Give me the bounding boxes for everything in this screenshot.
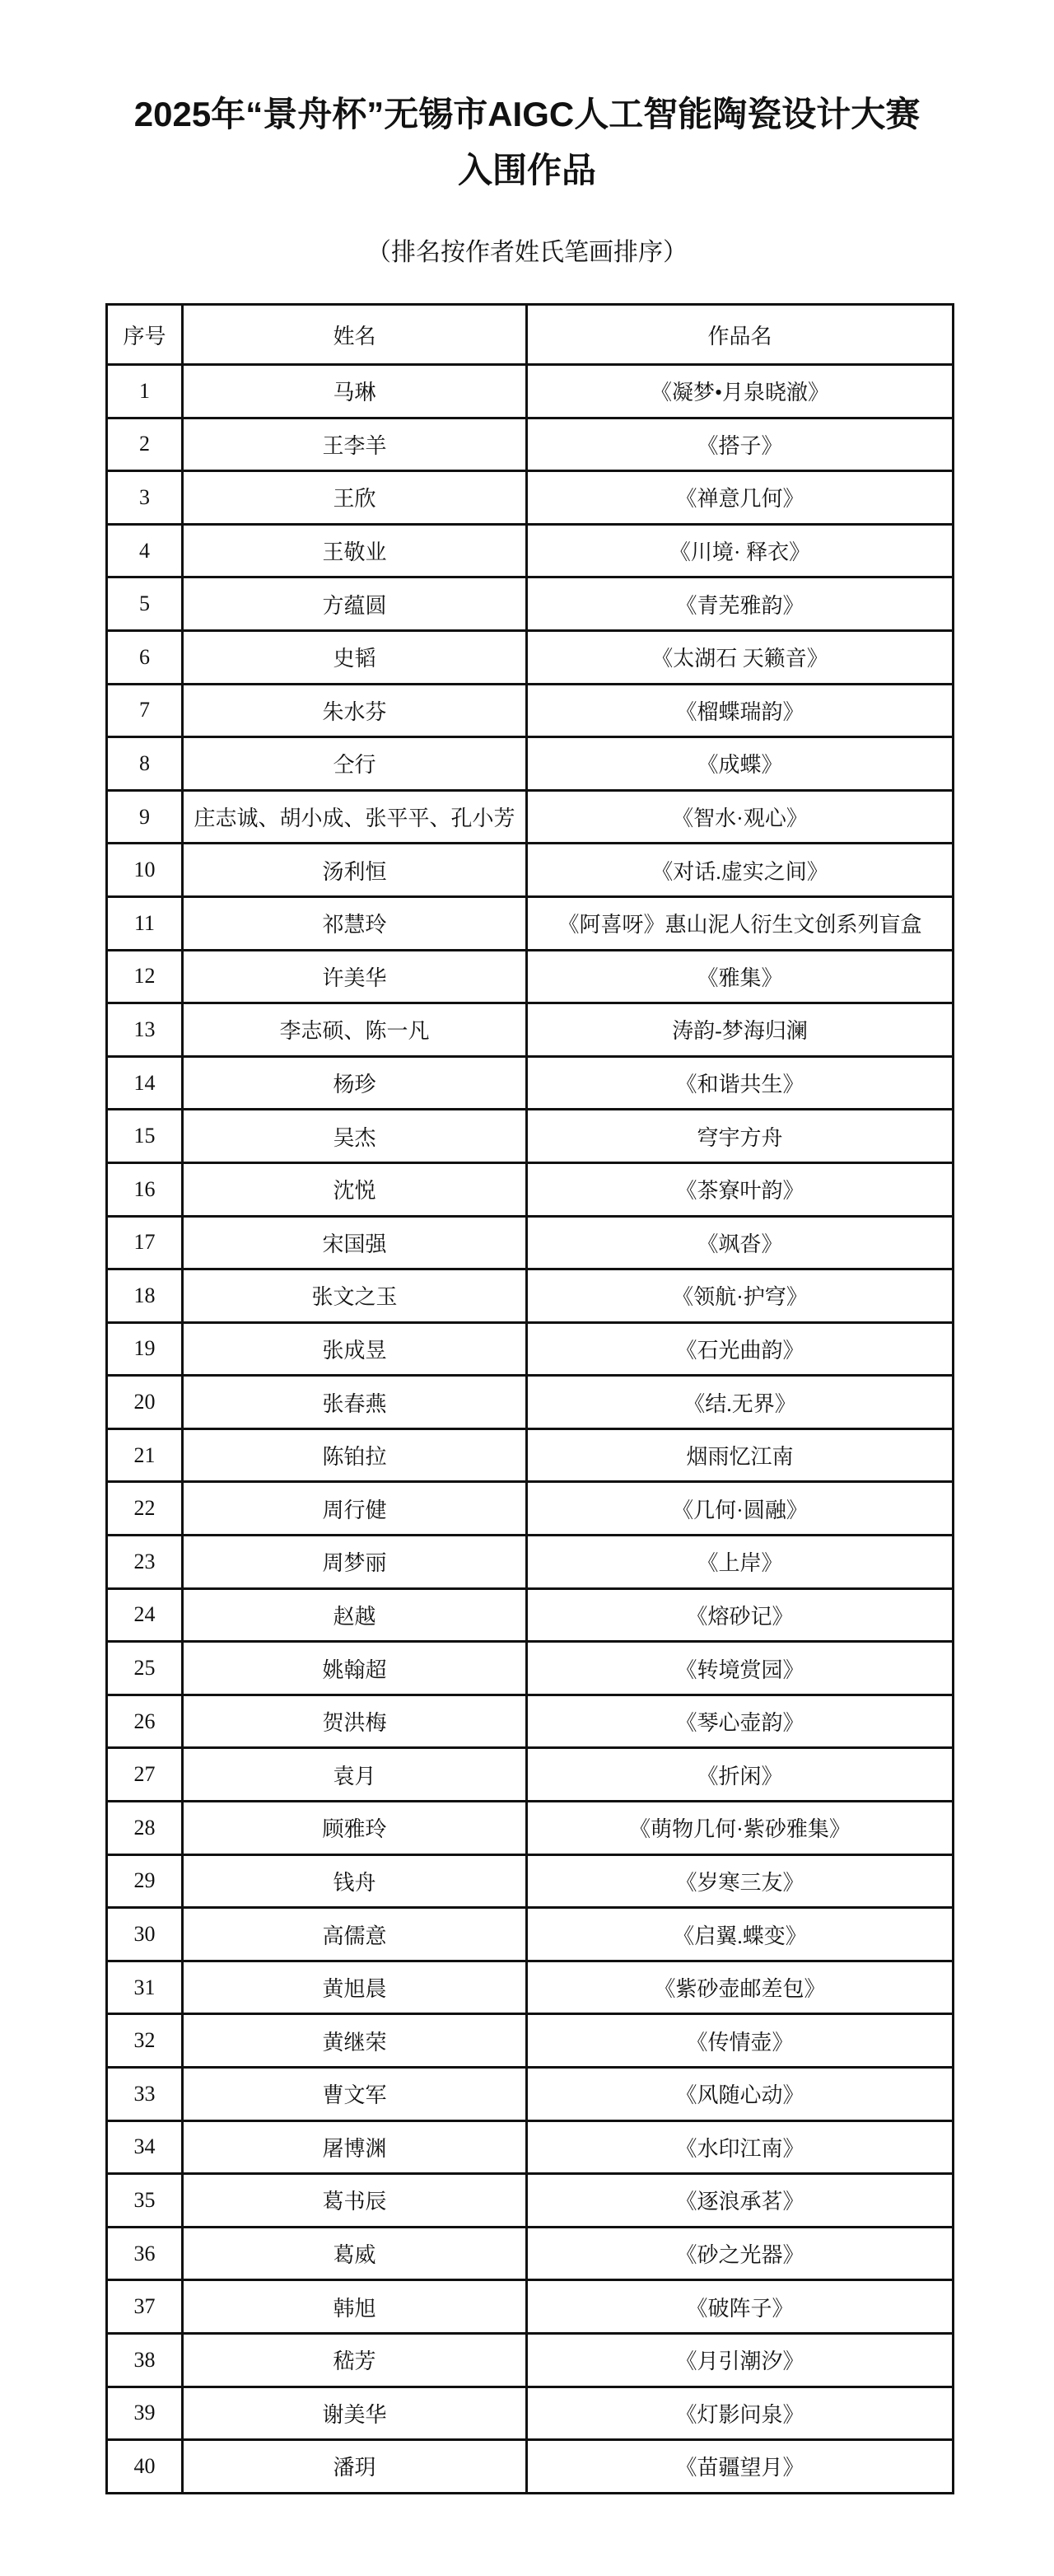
author-name: 韩旭 (183, 2280, 527, 2334)
row-number: 3 (107, 471, 183, 525)
document-title: 2025年“景舟杯”无锡市AIGC人工智能陶瓷设计大赛 (133, 95, 921, 133)
author-name: 王敬业 (183, 524, 527, 577)
author-name: 葛书辰 (183, 2174, 527, 2228)
work-title: 《结.无界》 (527, 1376, 954, 1429)
row-number: 17 (107, 1216, 183, 1269)
table-row (107, 1216, 954, 1269)
work-title: 《禅意几何》 (527, 471, 954, 525)
author-name: 庄志诚、胡小成、张平平、孔小芳 (183, 790, 527, 844)
table-row (107, 950, 954, 1003)
work-title: 《苗疆望月》 (527, 2440, 954, 2494)
author-name: 王李羊 (183, 418, 527, 471)
work-title: 《月引潮汐》 (527, 2333, 954, 2387)
work-title: 《雅集》 (527, 950, 954, 1003)
work-title: 《茶寮叶韵》 (527, 1162, 954, 1216)
work-title: 《灯影问泉》 (527, 2387, 954, 2440)
work-title: 《砂之光器》 (527, 2227, 954, 2280)
author-name: 黄旭晨 (183, 1961, 527, 2014)
work-title: 《和谐共生》 (527, 1056, 954, 1110)
work-title: 《萌物几何·紫砂雅集》 (527, 1802, 954, 1855)
work-title: 《折闲》 (527, 1748, 954, 1802)
row-number: 4 (107, 524, 183, 577)
work-title: 《对话.虚实之间》 (527, 844, 954, 897)
table-row (107, 2333, 954, 2387)
table-row (107, 1854, 954, 1908)
row-number: 26 (107, 1695, 183, 1748)
row-number: 11 (107, 896, 183, 950)
table-row (107, 1588, 954, 1642)
table-row (107, 2440, 954, 2494)
author-name: 张春燕 (183, 1376, 527, 1429)
work-title: 烟雨忆江南 (527, 1428, 954, 1482)
table-row (107, 1748, 954, 1802)
table-row (107, 1908, 954, 1961)
work-title: 《水印江南》 (527, 2120, 954, 2174)
work-title: 《上岸》 (527, 1536, 954, 1589)
work-title: 《熔砂记》 (527, 1588, 954, 1642)
row-number: 31 (107, 1961, 183, 2014)
row-number: 14 (107, 1056, 183, 1110)
work-title: 《石光曲韵》 (527, 1322, 954, 1376)
row-number: 15 (107, 1110, 183, 1163)
work-title: 《岁寒三友》 (527, 1854, 954, 1908)
work-title: 《榴蝶瑞韵》 (527, 684, 954, 737)
author-name: 李志硕、陈一凡 (183, 1003, 527, 1057)
row-number: 18 (107, 1269, 183, 1323)
row-number: 16 (107, 1162, 183, 1216)
author-name: 周行健 (183, 1482, 527, 1536)
author-name: 钱舟 (183, 1854, 527, 1908)
row-number: 30 (107, 1908, 183, 1961)
work-title: 《领航·护穹》 (527, 1269, 954, 1323)
table-row (107, 684, 954, 737)
author-name: 葛威 (183, 2227, 527, 2280)
table-row (107, 577, 954, 631)
row-number: 23 (107, 1536, 183, 1589)
author-name: 方蕴圆 (183, 577, 527, 631)
author-name: 宋国强 (183, 1216, 527, 1269)
table-header-row (107, 305, 954, 365)
author-name: 高儒意 (183, 1908, 527, 1961)
work-title: 《川境· 释衣》 (527, 524, 954, 577)
row-number: 2 (107, 418, 183, 471)
work-title: 《几何·圆融》 (527, 1482, 954, 1536)
row-number: 5 (107, 577, 183, 631)
table-row (107, 1376, 954, 1429)
author-name: 嵇芳 (183, 2333, 527, 2387)
author-name: 仝行 (183, 737, 527, 791)
row-number: 28 (107, 1802, 183, 1855)
work-title: 《破阵子》 (527, 2280, 954, 2334)
table-row (107, 896, 954, 950)
row-number: 8 (107, 737, 183, 791)
author-name: 马琳 (183, 365, 527, 418)
author-name: 潘玥 (183, 2440, 527, 2494)
author-name: 沈悦 (183, 1162, 527, 1216)
row-number: 34 (107, 2120, 183, 2174)
author-name: 赵越 (183, 1588, 527, 1642)
row-number: 1 (107, 365, 183, 418)
author-name: 顾雅玲 (183, 1802, 527, 1855)
table-row (107, 1428, 954, 1482)
table-row (107, 2280, 954, 2334)
work-title: 《传情壶》 (527, 2014, 954, 2068)
document-title-line2: 入围作品 (457, 151, 596, 189)
row-number: 25 (107, 1642, 183, 1695)
work-title: 《凝梦•月泉晓澈》 (527, 365, 954, 418)
table-row (107, 1162, 954, 1216)
author-name: 陈铂拉 (183, 1428, 527, 1482)
author-name: 汤利恒 (183, 844, 527, 897)
row-number: 22 (107, 1482, 183, 1536)
table-row (107, 1536, 954, 1589)
work-title: 《青芜雅韵》 (527, 577, 954, 631)
author-name: 杨珍 (183, 1056, 527, 1110)
table-row (107, 1695, 954, 1748)
row-number: 33 (107, 2068, 183, 2121)
row-number: 6 (107, 630, 183, 684)
author-name: 袁月 (183, 1748, 527, 1802)
table-row (107, 790, 954, 844)
work-title: 穹宇方舟 (527, 1110, 954, 1163)
author-name: 屠博渊 (183, 2120, 527, 2174)
row-number: 27 (107, 1748, 183, 1802)
work-title: 《启翼.蝶变》 (527, 1908, 954, 1961)
row-number: 36 (107, 2227, 183, 2280)
table-row (107, 1110, 954, 1163)
row-number: 32 (107, 2014, 183, 2068)
row-number: 7 (107, 684, 183, 737)
table-row (107, 1056, 954, 1110)
row-number: 38 (107, 2333, 183, 2387)
work-title: 《飒沓》 (527, 1216, 954, 1269)
table-row (107, 471, 954, 525)
table-row (107, 2014, 954, 2068)
row-number: 13 (107, 1003, 183, 1057)
work-title: 《紫砂壶邮差包》 (527, 1961, 954, 2014)
author-name: 周梦丽 (183, 1536, 527, 1589)
table-row (107, 1322, 954, 1376)
author-name: 王欣 (183, 471, 527, 525)
work-title: 《风随心动》 (527, 2068, 954, 2121)
finalists-table (105, 303, 954, 2494)
row-number: 35 (107, 2174, 183, 2228)
author-name: 史韬 (183, 630, 527, 684)
table-row (107, 1802, 954, 1855)
row-number: 39 (107, 2387, 183, 2440)
work-title: 《转境赏园》 (527, 1642, 954, 1695)
row-number: 29 (107, 1854, 183, 1908)
author-name: 许美华 (183, 950, 527, 1003)
table-row (107, 365, 954, 418)
table-row (107, 1961, 954, 2014)
table-row (107, 630, 954, 684)
row-number: 37 (107, 2280, 183, 2334)
author-name: 张成昱 (183, 1322, 527, 1376)
table-row (107, 418, 954, 471)
work-title: 《搭子》 (527, 418, 954, 471)
header-work: 作品名 (527, 305, 954, 365)
author-name: 贺洪梅 (183, 1695, 527, 1748)
header-number: 序号 (107, 305, 183, 365)
row-number: 20 (107, 1376, 183, 1429)
row-number: 21 (107, 1428, 183, 1482)
author-name: 姚翰超 (183, 1642, 527, 1695)
header-name: 姓名 (183, 305, 527, 365)
table-row (107, 2174, 954, 2228)
table-row (107, 2227, 954, 2280)
row-number: 10 (107, 844, 183, 897)
table-row (107, 1482, 954, 1536)
work-title: 《逐浪承茗》 (527, 2174, 954, 2228)
author-name: 谢美华 (183, 2387, 527, 2440)
table-row (107, 1642, 954, 1695)
table-row (107, 2120, 954, 2174)
author-name: 吴杰 (183, 1110, 527, 1163)
table-row (107, 1269, 954, 1323)
row-number: 40 (107, 2440, 183, 2494)
table-row (107, 2068, 954, 2121)
work-title: 《太湖石 天籁音》 (527, 630, 954, 684)
work-title: 《阿喜呀》惠山泥人衍生文创系列盲盒 (527, 896, 954, 950)
work-title: 《成蝶》 (527, 737, 954, 791)
author-name: 祁慧玲 (183, 896, 527, 950)
row-number: 24 (107, 1588, 183, 1642)
row-number: 9 (107, 790, 183, 844)
author-name: 黄继荣 (183, 2014, 527, 2068)
table-row (107, 524, 954, 577)
author-name: 曹文军 (183, 2068, 527, 2121)
table-row (107, 737, 954, 791)
document-subtitle: （排名按作者姓氏笔画排序） (366, 239, 688, 266)
author-name: 张文之玉 (183, 1269, 527, 1323)
row-number: 12 (107, 950, 183, 1003)
table-row (107, 2387, 954, 2440)
work-title: 涛韵-梦海归澜 (527, 1003, 954, 1057)
author-name: 朱水芬 (183, 684, 527, 737)
work-title: 《琴心壶韵》 (527, 1695, 954, 1748)
row-number: 19 (107, 1322, 183, 1376)
work-title: 《智水·观心》 (527, 790, 954, 844)
table-row (107, 844, 954, 897)
table-row (107, 1003, 954, 1057)
